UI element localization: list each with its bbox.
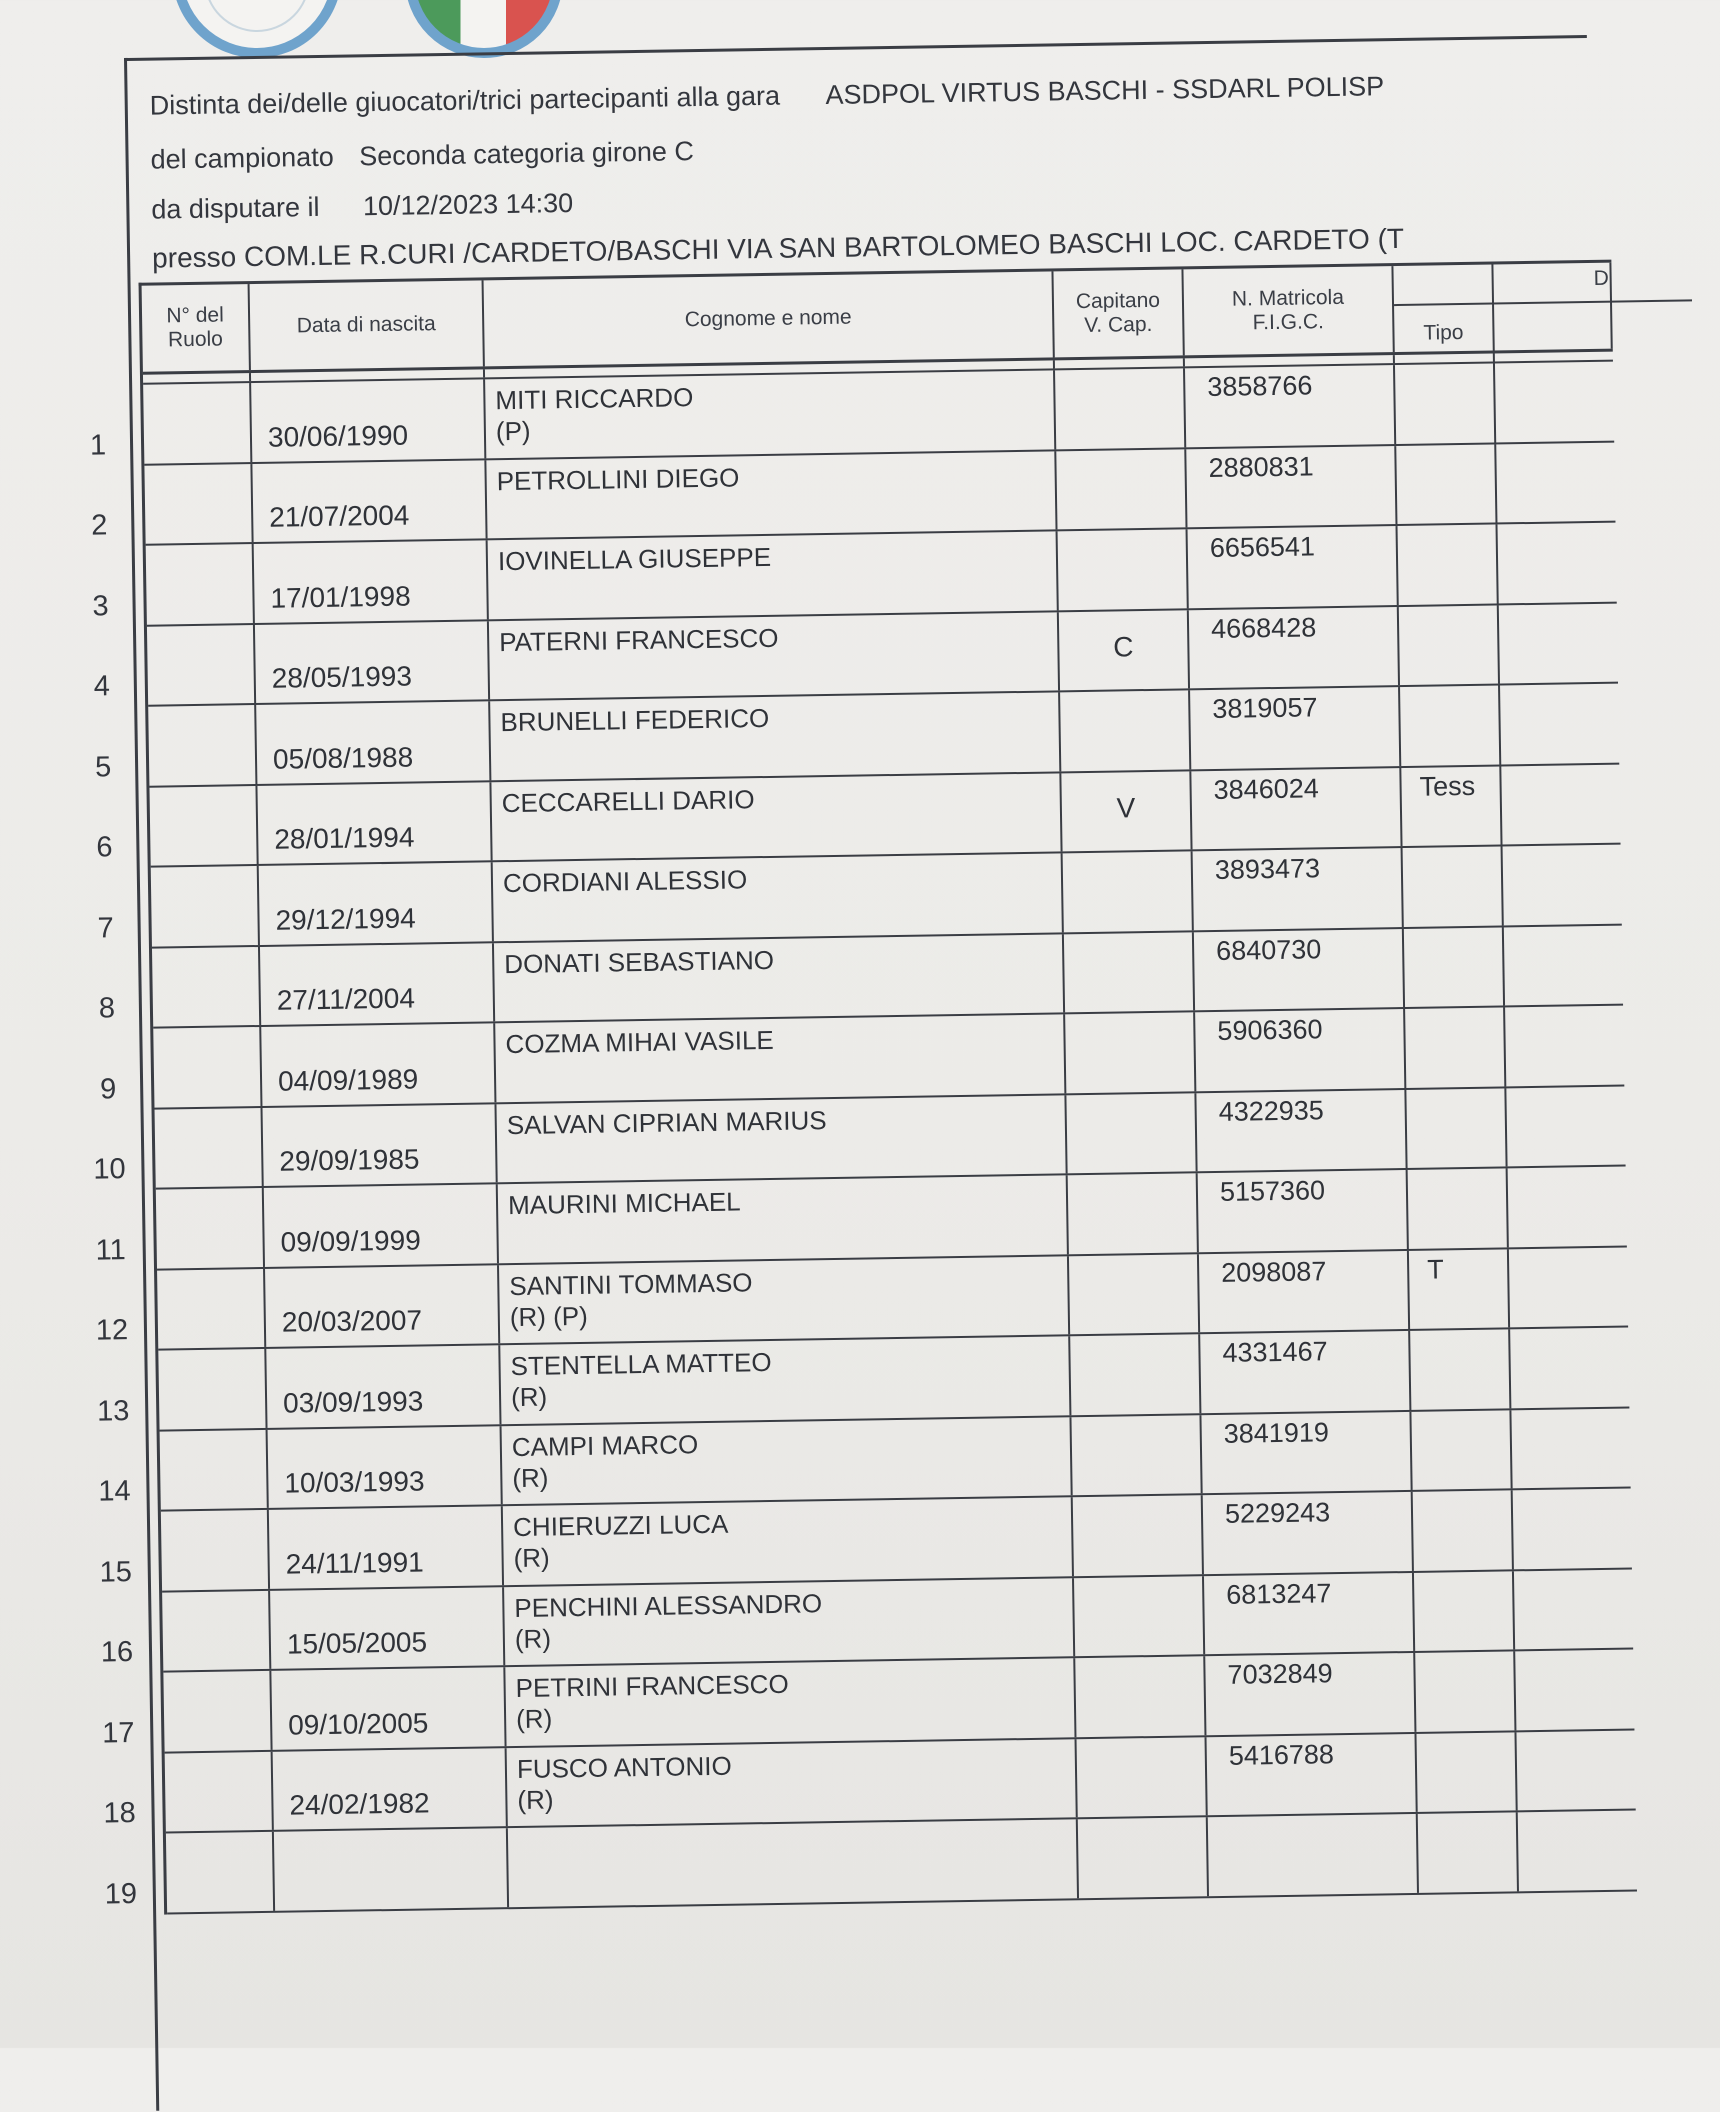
cell-extra bbox=[1499, 603, 1618, 683]
cell-player-name bbox=[496, 1095, 1067, 1182]
row-number: 11 bbox=[95, 1233, 127, 1267]
player-list-sheet bbox=[89, 35, 1619, 2111]
cell-matricola: 4322935 bbox=[1196, 1089, 1407, 1171]
cell-tipo bbox=[1399, 605, 1500, 685]
cell-player-name bbox=[504, 1578, 1075, 1665]
cell-captain bbox=[1074, 1576, 1205, 1657]
cell-extra bbox=[1518, 1810, 1637, 1890]
cell-captain bbox=[1075, 1656, 1206, 1737]
cell-captain bbox=[1056, 449, 1187, 530]
col-tipo-header: Tipo bbox=[1393, 265, 1494, 353]
cell-birth-date: 20/03/2007 bbox=[265, 1265, 500, 1347]
player-note: (R) bbox=[514, 1623, 552, 1654]
cell-ruolo bbox=[152, 946, 261, 1026]
row-number: 18 bbox=[103, 1797, 136, 1830]
cell-player-name bbox=[488, 531, 1059, 618]
cell-captain bbox=[1055, 368, 1186, 449]
player-name: CECCARELLI DARIO bbox=[501, 783, 755, 818]
col-captain-header: Capitano V. Cap. bbox=[1053, 269, 1184, 357]
row-number: 6 bbox=[96, 831, 113, 864]
shield-emblem-icon bbox=[172, 0, 342, 58]
cell-player-name bbox=[507, 1739, 1078, 1826]
row-number: 1 bbox=[89, 428, 107, 462]
cell-birth-date: 03/09/1993 bbox=[266, 1345, 501, 1427]
cell-ruolo bbox=[151, 866, 260, 946]
cell-birth-date: 29/09/1985 bbox=[263, 1104, 498, 1186]
player-name: MAURINI MICHAEL bbox=[507, 1186, 741, 1221]
cell-matricola: 6656541 bbox=[1188, 526, 1399, 608]
row-number: 10 bbox=[93, 1153, 126, 1186]
player-name: CORDIANI ALESSIO bbox=[502, 864, 748, 899]
cell-birth-date: 28/01/1994 bbox=[257, 782, 492, 864]
row-number: 13 bbox=[96, 1394, 130, 1428]
row-number: 19 bbox=[104, 1877, 138, 1911]
cell-tipo bbox=[1403, 846, 1504, 926]
cell-player-name bbox=[485, 370, 1056, 457]
player-note: (R) bbox=[512, 1462, 549, 1493]
date-line bbox=[151, 188, 573, 226]
cell-captain bbox=[1065, 1012, 1196, 1093]
cell-tipo bbox=[1406, 1088, 1507, 1168]
cell-extra bbox=[1509, 1247, 1628, 1327]
player-name: DONATI SEBASTIANO bbox=[504, 944, 775, 979]
cell-matricola: 6813247 bbox=[1204, 1572, 1415, 1654]
cell-tipo bbox=[1413, 1490, 1514, 1570]
cell-matricola: 4668428 bbox=[1189, 607, 1400, 689]
cell-ruolo bbox=[153, 1027, 262, 1107]
cell-player-name bbox=[505, 1658, 1076, 1745]
row-number: 16 bbox=[100, 1636, 134, 1669]
cell-extra bbox=[1511, 1408, 1630, 1488]
row-number: 17 bbox=[101, 1716, 135, 1750]
cell-tipo bbox=[1404, 927, 1505, 1007]
cell-ruolo bbox=[158, 1349, 267, 1429]
cell-matricola: 3841919 bbox=[1201, 1411, 1412, 1493]
cell-matricola bbox=[1208, 1814, 1419, 1896]
player-note: (P) bbox=[495, 415, 531, 447]
players-table bbox=[89, 260, 1637, 1914]
player-name: STENTELLA MATTEO bbox=[510, 1346, 772, 1382]
cell-player-name bbox=[508, 1819, 1079, 1906]
cell-player-name bbox=[494, 934, 1065, 1021]
col-ruolo-header: N° del Ruolo bbox=[142, 284, 251, 372]
row-number: 3 bbox=[92, 589, 109, 623]
cell-player-name bbox=[495, 1014, 1066, 1101]
cell-matricola: 3893473 bbox=[1193, 848, 1404, 930]
cell-extra bbox=[1508, 1167, 1627, 1247]
cell-ruolo bbox=[163, 1671, 272, 1751]
row-number: 8 bbox=[98, 992, 116, 1025]
cell-player-name bbox=[486, 451, 1057, 538]
col-name-header: Cognome e nome bbox=[484, 271, 1055, 366]
cell-captain bbox=[1073, 1495, 1204, 1576]
row-number: 4 bbox=[93, 670, 111, 703]
match-label: Distinta dei/delle giuocatori/trici partecipanti alla gara bbox=[149, 80, 781, 121]
cell-matricola: 3819057 bbox=[1190, 687, 1401, 769]
player-name: MITI RICCARDO bbox=[495, 382, 694, 416]
cell-birth-date: 15/05/2005 bbox=[270, 1587, 505, 1669]
cell-matricola: 3846024 bbox=[1191, 768, 1402, 850]
cell-birth-date: 24/02/1982 bbox=[273, 1748, 508, 1830]
cell-extra bbox=[1516, 1730, 1635, 1810]
cell-extra bbox=[1514, 1569, 1633, 1649]
cell-matricola: 3858766 bbox=[1185, 365, 1396, 447]
row-number: 7 bbox=[97, 911, 114, 945]
cell-captain bbox=[1064, 932, 1195, 1013]
cell-birth-date: 04/09/1989 bbox=[261, 1023, 496, 1105]
player-name: FUSCO ANTONIO bbox=[516, 1750, 732, 1784]
cell-matricola: 4331467 bbox=[1200, 1331, 1411, 1413]
cell-tipo bbox=[1398, 524, 1499, 604]
cell-extra bbox=[1503, 845, 1622, 925]
cell-extra bbox=[1495, 362, 1614, 442]
cell-tipo bbox=[1416, 1732, 1517, 1812]
player-name: PENCHINI ALESSANDRO bbox=[514, 1587, 823, 1623]
cell-player-name bbox=[498, 1175, 1069, 1262]
cell-ruolo bbox=[147, 625, 256, 705]
championship-value: Seconda categoria girone C bbox=[358, 136, 695, 172]
date-label: da disputare il bbox=[151, 191, 320, 225]
cell-tipo bbox=[1410, 1329, 1511, 1409]
date-value: 10/12/2023 14:30 bbox=[362, 187, 574, 222]
cell-extra bbox=[1500, 684, 1619, 764]
cell-player-name bbox=[490, 692, 1061, 779]
cell-ruolo bbox=[144, 464, 253, 544]
player-note: (R) bbox=[515, 1703, 553, 1735]
cell-tipo bbox=[1400, 685, 1501, 765]
player-name: CAMPI MARCO bbox=[511, 1428, 699, 1462]
cell-birth-date: 28/05/1993 bbox=[255, 621, 490, 703]
cell-player-name bbox=[500, 1336, 1071, 1423]
row-number: 14 bbox=[98, 1475, 131, 1508]
cell-extra bbox=[1506, 1086, 1625, 1166]
cell-birth-date: 21/07/2004 bbox=[252, 460, 487, 542]
cell-birth-date: 30/06/1990 bbox=[251, 379, 486, 461]
player-name: IOVINELLA GIUSEPPE bbox=[497, 541, 772, 577]
cell-ruolo bbox=[143, 383, 252, 463]
cell-matricola: 6840730 bbox=[1194, 929, 1405, 1011]
cell-extra bbox=[1513, 1489, 1632, 1569]
cell-birth-date: 09/09/1999 bbox=[264, 1184, 499, 1266]
player-name: BRUNELLI FEDERICO bbox=[500, 702, 770, 738]
cell-tipo bbox=[1395, 364, 1496, 444]
cell-extra bbox=[1496, 442, 1615, 522]
player-name: SANTINI TOMMASO bbox=[509, 1266, 753, 1301]
cell-captain: C bbox=[1059, 610, 1190, 691]
cell-matricola: 2880831 bbox=[1186, 446, 1397, 528]
cell-player-name bbox=[503, 1497, 1074, 1584]
cell-player-name bbox=[491, 773, 1062, 860]
cell-ruolo bbox=[165, 1751, 274, 1831]
cell-tipo bbox=[1405, 1007, 1506, 1087]
row-number: 2 bbox=[91, 509, 108, 542]
cell-matricola: 7032849 bbox=[1205, 1653, 1416, 1735]
row-number: 5 bbox=[94, 750, 112, 784]
cell-captain bbox=[1068, 1173, 1199, 1254]
cell-tipo bbox=[1414, 1571, 1515, 1651]
row-number: 15 bbox=[99, 1555, 133, 1589]
cell-player-name bbox=[499, 1256, 1070, 1343]
cell-captain bbox=[1060, 690, 1191, 771]
championship-line bbox=[150, 136, 694, 176]
cell-player-name bbox=[493, 853, 1064, 940]
player-note: (R) bbox=[510, 1381, 548, 1413]
player-name: COZMA MIHAI VASILE bbox=[505, 1024, 774, 1060]
cell-tipo: T bbox=[1409, 1249, 1510, 1329]
cell-ruolo bbox=[156, 1188, 265, 1268]
cell-birth-date: 29/12/1994 bbox=[259, 862, 494, 944]
cell-birth-date: 10/03/1993 bbox=[268, 1426, 503, 1508]
cell-player-name bbox=[489, 612, 1060, 699]
cell-birth-date: 24/11/1991 bbox=[269, 1506, 504, 1588]
player-name: SALVAN CIPRIAN MARIUS bbox=[506, 1104, 827, 1140]
cell-captain bbox=[1063, 851, 1194, 932]
player-note: (R) (P) bbox=[509, 1300, 589, 1332]
player-name: PETROLLINI DIEGO bbox=[496, 461, 740, 496]
cell-birth-date: 27/11/2004 bbox=[260, 943, 495, 1025]
cell-ruolo bbox=[148, 705, 257, 785]
cell-captain bbox=[1071, 1415, 1202, 1496]
match-value: ASDPOL VIRTUS BASCHI - SSDARL POLISP bbox=[825, 71, 1385, 110]
col-extra-header: D bbox=[1493, 263, 1612, 351]
cell-captain bbox=[1069, 1254, 1200, 1335]
col-matricola-header: N. Matricola F.I.G.C. bbox=[1183, 266, 1394, 355]
cell-captain: V bbox=[1061, 771, 1192, 852]
cell-matricola: 2098087 bbox=[1199, 1250, 1410, 1332]
row-number: 12 bbox=[95, 1314, 129, 1347]
cell-ruolo bbox=[155, 1107, 264, 1187]
cell-tipo bbox=[1411, 1410, 1512, 1490]
cell-extra bbox=[1510, 1328, 1629, 1408]
cell-ruolo bbox=[161, 1510, 270, 1590]
cell-birth-date bbox=[274, 1828, 509, 1910]
cell-birth-date: 09/10/2005 bbox=[271, 1667, 506, 1749]
player-note: (R) bbox=[513, 1542, 550, 1574]
cell-captain bbox=[1070, 1334, 1201, 1415]
row-number: 9 bbox=[99, 1072, 117, 1106]
cell-tipo bbox=[1418, 1812, 1519, 1892]
cell-birth-date: 17/01/1998 bbox=[254, 540, 489, 622]
cell-matricola: 5906360 bbox=[1195, 1009, 1406, 1091]
cell-ruolo bbox=[149, 785, 258, 865]
cell-tipo bbox=[1408, 1168, 1509, 1248]
col-date-header: Data di nascita bbox=[250, 280, 485, 370]
championship-label: del campionato bbox=[150, 141, 334, 175]
player-note: (R) bbox=[517, 1784, 554, 1815]
player-name: CHIERUZZI LUCA bbox=[512, 1508, 729, 1543]
cell-matricola: 5229243 bbox=[1203, 1492, 1414, 1574]
player-name: PATERNI FRANCESCO bbox=[498, 622, 779, 657]
cell-extra bbox=[1501, 764, 1620, 844]
cell-ruolo bbox=[157, 1268, 266, 1348]
cell-matricola: 5157360 bbox=[1198, 1170, 1409, 1252]
cell-captain bbox=[1077, 1737, 1208, 1818]
cell-extra bbox=[1505, 1006, 1624, 1086]
cell-ruolo bbox=[160, 1429, 269, 1509]
cell-tipo: Tess bbox=[1401, 766, 1502, 846]
cell-matricola: 5416788 bbox=[1207, 1733, 1418, 1815]
cell-ruolo bbox=[162, 1590, 271, 1670]
cell-birth-date: 05/08/1988 bbox=[256, 701, 491, 783]
cell-tipo bbox=[1415, 1651, 1516, 1731]
cell-extra bbox=[1497, 523, 1616, 603]
match-line bbox=[150, 71, 1385, 121]
cell-ruolo bbox=[146, 544, 255, 624]
cell-player-name bbox=[502, 1417, 1073, 1504]
cell-ruolo bbox=[166, 1832, 275, 1912]
cell-tipo bbox=[1396, 444, 1497, 524]
cell-extra bbox=[1515, 1649, 1634, 1729]
cell-extra bbox=[1504, 925, 1623, 1005]
venue-line: presso COM.LE R.CURI /CARDETO/BASCHI VIA SAN BARTOLOMEO BASCHI LOC. CARDETO (T bbox=[151, 222, 1405, 274]
cell-captain bbox=[1078, 1817, 1209, 1898]
cell-captain bbox=[1066, 1093, 1197, 1174]
player-name: PETRINI FRANCESCO bbox=[515, 1668, 789, 1704]
italian-flag-emblem-icon bbox=[405, 0, 563, 58]
cell-captain bbox=[1058, 529, 1189, 610]
